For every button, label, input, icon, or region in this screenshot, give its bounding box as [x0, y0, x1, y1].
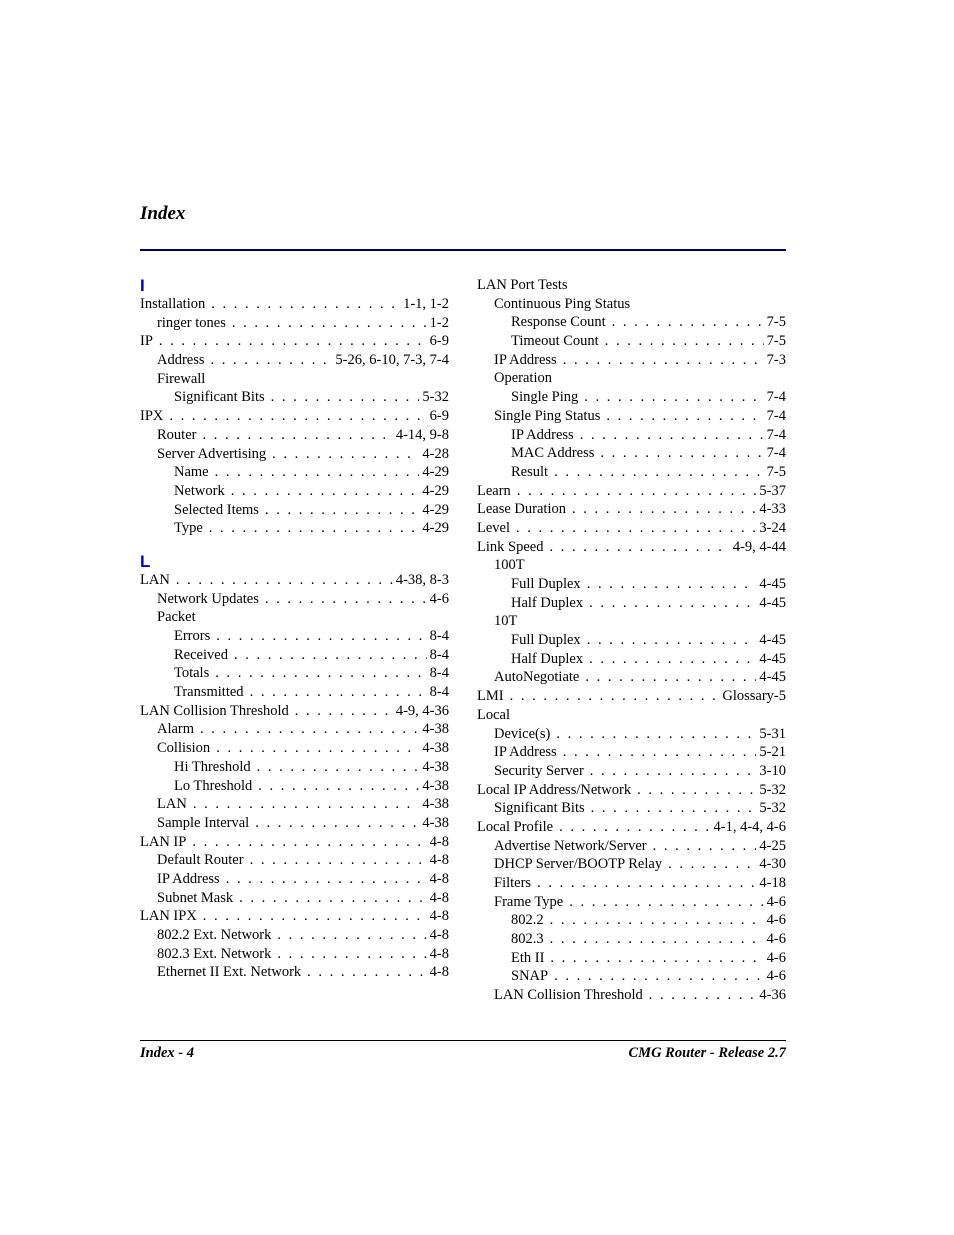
- index-entry: [140, 501, 449, 520]
- index-page-reference[interactable]: 4-45: [759, 650, 786, 667]
- index-term: ringer tones: [157, 314, 226, 331]
- index-term: LAN: [157, 796, 187, 813]
- index-page-reference[interactable]: 4-45: [759, 594, 786, 611]
- index-entry: [140, 407, 449, 426]
- dot-leader: [550, 911, 764, 930]
- index-term: IP Address: [157, 870, 220, 887]
- index-entry: [477, 781, 786, 800]
- index-term: Installation: [140, 296, 206, 312]
- index-term: Continuous Ping Status: [494, 295, 631, 312]
- index-page-reference[interactable]: 4-8: [429, 870, 449, 887]
- dot-leader: [569, 893, 763, 912]
- dot-leader: [510, 687, 720, 706]
- index-page-reference[interactable]: 4-8: [429, 927, 449, 943]
- dot-leader: [203, 907, 427, 926]
- dot-leader: [550, 930, 764, 949]
- index-entry: [140, 963, 449, 982]
- index-term: Router: [157, 426, 197, 443]
- index-entry: [477, 500, 786, 519]
- index-page-reference[interactable]: 4-14, 9-8: [395, 426, 449, 443]
- index-entry: [140, 314, 449, 333]
- index-entry: [477, 295, 786, 314]
- dot-leader: [591, 799, 757, 818]
- index-page-reference[interactable]: 8-4: [429, 628, 449, 644]
- index-term: Lease Duration: [477, 501, 566, 518]
- dot-leader: [159, 332, 427, 351]
- index-term: Full Duplex: [511, 576, 581, 592]
- dot-leader: [559, 818, 710, 837]
- index-entry: [477, 986, 786, 1005]
- index-entry: [140, 720, 449, 739]
- index-page-reference[interactable]: 8-4: [429, 684, 449, 701]
- index-column-left: [140, 276, 449, 982]
- dot-leader: [563, 743, 757, 762]
- dot-leader: [295, 702, 393, 721]
- index-entry: [140, 519, 449, 538]
- index-entry: [477, 276, 786, 295]
- index-term: Network: [174, 482, 225, 499]
- dot-leader: [612, 313, 764, 332]
- index-term: Selected Items: [174, 501, 259, 518]
- index-term: Collision: [157, 740, 211, 757]
- dot-leader: [606, 407, 763, 426]
- index-entry: [477, 482, 786, 501]
- index-page-reference[interactable]: 7-4: [766, 445, 786, 462]
- index-entry: [477, 799, 786, 818]
- index-entry: [477, 351, 786, 370]
- index-page-reference[interactable]: 7-4: [766, 407, 786, 424]
- index-page-reference[interactable]: 4-8: [429, 945, 449, 962]
- dot-leader: [250, 851, 427, 870]
- index-page-reference[interactable]: 4-8: [429, 833, 449, 850]
- index-entry: [477, 930, 786, 949]
- index-letter-heading: I: [140, 276, 145, 295]
- dot-leader: [550, 949, 763, 968]
- index-page-reference[interactable]: 1-1, 1-2: [403, 296, 449, 312]
- index-page-reference[interactable]: 7-5: [766, 333, 786, 350]
- index-entry: [140, 702, 449, 721]
- index-entry: [477, 818, 786, 837]
- index-term: 802.3: [511, 931, 544, 948]
- dot-leader: [537, 874, 756, 893]
- index-term: Local Profile: [477, 818, 554, 835]
- index-page-reference[interactable]: 5-32: [759, 800, 786, 817]
- dot-leader: [587, 575, 757, 594]
- index-term: LAN Collision Threshold: [140, 702, 289, 719]
- index-page-reference[interactable]: 4-8: [429, 852, 449, 869]
- dot-leader: [600, 444, 763, 463]
- index-entry: [140, 426, 449, 445]
- index-page-reference[interactable]: 4-1, 4-4, 4-6: [713, 818, 786, 835]
- index-entry: [477, 725, 786, 744]
- index-page-reference[interactable]: 4-18: [759, 875, 786, 891]
- index-page-reference[interactable]: 4-8: [429, 964, 449, 981]
- index-entry: [140, 870, 449, 889]
- index-entry: [140, 758, 449, 777]
- dot-leader: [226, 870, 427, 889]
- index-term: Sample Interval: [157, 814, 250, 831]
- footer-divider: [140, 1040, 786, 1041]
- index-term: LAN Collision Threshold: [494, 987, 643, 1004]
- index-entry: [140, 889, 449, 908]
- index-entry: [477, 463, 786, 482]
- index-page-reference[interactable]: 4-36: [759, 987, 786, 1004]
- dot-leader: [265, 501, 419, 520]
- dot-leader: [216, 739, 419, 758]
- header-divider: [140, 249, 786, 251]
- dot-leader: [250, 683, 427, 702]
- index-term: Timeout Count: [511, 333, 599, 350]
- dot-leader: [277, 926, 426, 945]
- index-page-reference[interactable]: 4-29: [422, 501, 449, 518]
- index-page-reference[interactable]: 5-32: [759, 781, 786, 798]
- index-page-reference[interactable]: 4-8: [429, 889, 449, 906]
- index-entry: [477, 332, 786, 351]
- index-entry: [140, 571, 449, 590]
- index-page-reference[interactable]: 6-9: [429, 333, 449, 350]
- index-page-reference[interactable]: 4-6: [766, 949, 786, 966]
- index-entry: [140, 332, 449, 351]
- index-term: Result: [511, 463, 549, 480]
- dot-leader: [257, 758, 420, 777]
- index-term: 10T: [494, 613, 518, 630]
- index-page-reference[interactable]: 4-29: [422, 464, 449, 481]
- index-page-reference[interactable]: 4-6: [429, 590, 449, 607]
- index-term: LAN IPX: [140, 908, 197, 925]
- index-term: Name: [174, 464, 209, 481]
- dot-leader: [232, 314, 427, 333]
- index-term: Type: [174, 520, 203, 537]
- index-page-reference[interactable]: 7-3: [766, 351, 786, 368]
- dot-leader: [590, 762, 757, 781]
- index-term: Local IP Address/Network: [477, 781, 632, 798]
- index-term: Server Advertising: [157, 445, 267, 462]
- index-term: Learn: [477, 482, 511, 499]
- index-page-reference[interactable]: 4-6: [766, 893, 786, 910]
- index-page-reference[interactable]: 4-9, 4-36: [395, 702, 449, 719]
- index-term: Full Duplex: [511, 632, 581, 649]
- page-title: Index: [140, 203, 186, 224]
- dot-leader: [176, 571, 393, 590]
- index-entry: [477, 911, 786, 930]
- index-entry: [477, 706, 786, 725]
- index-entry: [477, 444, 786, 463]
- index-page-reference[interactable]: 7-5: [766, 463, 786, 480]
- index-term: 100T: [494, 557, 525, 574]
- dot-leader: [265, 590, 427, 609]
- index-page-reference[interactable]: 8-4: [429, 646, 449, 663]
- index-entry: [477, 594, 786, 613]
- index-page-reference[interactable]: 4-45: [759, 632, 786, 649]
- dot-leader: [563, 351, 764, 370]
- index-entry: [140, 445, 449, 464]
- index-term: IP Address: [494, 351, 557, 368]
- index-entry: [477, 874, 786, 893]
- index-term: Ethernet II Ext. Network: [157, 964, 302, 981]
- index-term: Firewall: [157, 370, 206, 387]
- index-entry: [140, 627, 449, 646]
- dot-leader: [215, 664, 426, 683]
- index-entry: [140, 608, 449, 627]
- index-term: IP Address: [494, 744, 557, 761]
- index-page-reference[interactable]: 3-24: [759, 519, 786, 536]
- dot-leader: [587, 631, 757, 650]
- dot-leader: [580, 426, 764, 445]
- index-term: Received: [174, 646, 228, 663]
- index-entry: [140, 851, 449, 870]
- index-entry: [140, 739, 449, 758]
- index-entry: [477, 631, 786, 650]
- dot-leader: [258, 777, 419, 796]
- index-term: Response Count: [511, 314, 606, 331]
- dot-leader: [584, 388, 763, 407]
- dot-leader: [668, 855, 756, 874]
- index-term: Frame Type: [494, 893, 564, 910]
- index-page-reference[interactable]: 4-38: [422, 796, 449, 813]
- index-letter-heading: L: [140, 551, 151, 571]
- index-term: Network Updates: [157, 590, 259, 607]
- index-term: IPX: [140, 408, 164, 425]
- index-entry: [477, 369, 786, 388]
- dot-leader: [200, 720, 419, 739]
- index-term: Single Ping Status: [494, 407, 601, 424]
- index-page-reference[interactable]: 4-6: [766, 968, 786, 985]
- dot-leader: [211, 351, 333, 370]
- dot-leader: [554, 463, 764, 482]
- index-entry: [477, 407, 786, 426]
- index-entry: [477, 538, 786, 557]
- index-entry: [477, 575, 786, 594]
- index-term: Half Duplex: [511, 650, 584, 667]
- index-term: Filters: [494, 875, 532, 891]
- index-entry: [140, 683, 449, 702]
- index-page-reference[interactable]: 7-5: [766, 314, 786, 331]
- dot-leader: [572, 500, 756, 519]
- index-term: Advertise Network/Server: [494, 837, 647, 854]
- section-gap: [140, 538, 449, 552]
- index-term: DHCP Server/BOOTP Relay: [494, 856, 663, 873]
- index-entry: [477, 967, 786, 986]
- index-term: Significant Bits: [174, 389, 265, 406]
- index-page-reference[interactable]: 4-6: [766, 931, 786, 948]
- index-entry: [477, 388, 786, 407]
- index-page-reference[interactable]: 4-9, 4-44: [732, 538, 786, 555]
- dot-leader: [202, 426, 392, 445]
- index-entry: [477, 668, 786, 687]
- index-entry: [477, 556, 786, 575]
- index-term: Eth II: [511, 949, 545, 966]
- dot-leader: [231, 482, 420, 501]
- index-term: LAN: [140, 571, 170, 588]
- dot-leader: [239, 889, 427, 908]
- index-page-reference[interactable]: 4-45: [759, 669, 786, 686]
- index-page-reference[interactable]: 5-21: [759, 744, 786, 761]
- index-entry: [477, 313, 786, 332]
- dot-leader: [554, 967, 764, 986]
- index-page-reference[interactable]: 7-4: [766, 426, 786, 443]
- dot-leader: [649, 986, 757, 1005]
- index-page-reference[interactable]: 4-25: [759, 837, 786, 854]
- index-term: Link Speed: [477, 538, 544, 555]
- index-term: 802.2 Ext. Network: [157, 927, 272, 943]
- index-entry: [140, 351, 449, 370]
- index-page-reference[interactable]: 4-38, 8-3: [395, 571, 449, 588]
- footer-document-title: CMG Router - Release 2.7: [628, 1045, 786, 1061]
- index-page-reference[interactable]: 4-38: [422, 758, 449, 775]
- index-term: LAN IP: [140, 833, 187, 850]
- dot-leader: [271, 388, 420, 407]
- dot-leader: [272, 445, 419, 464]
- index-page-reference[interactable]: Glossary-5: [722, 688, 786, 705]
- index-entry: [140, 926, 449, 945]
- index-page-reference[interactable]: 4-45: [759, 576, 786, 592]
- index-term: Default Router: [157, 852, 244, 869]
- index-page-reference[interactable]: 3-10: [759, 762, 786, 779]
- index-entry: [140, 370, 449, 389]
- dot-leader: [516, 519, 756, 538]
- dot-leader: [556, 725, 756, 744]
- index-page-reference[interactable]: 4-38: [422, 721, 449, 738]
- dot-leader: [589, 650, 756, 669]
- index-page-reference[interactable]: 6-9: [429, 408, 449, 425]
- index-entry: [477, 893, 786, 912]
- index-entry: [140, 664, 449, 683]
- index-entry: [477, 612, 786, 631]
- index-term: Device(s): [494, 725, 551, 742]
- index-term: Operation: [494, 370, 552, 387]
- index-entry: [140, 482, 449, 501]
- dot-leader: [517, 482, 757, 501]
- index-term: Single Ping: [511, 389, 579, 406]
- dot-leader: [215, 463, 420, 482]
- index-term: LMI: [477, 688, 504, 705]
- index-entry: [477, 687, 786, 706]
- index-page-reference[interactable]: 8-4: [429, 665, 449, 682]
- index-entry: [140, 795, 449, 814]
- index-entry: [140, 463, 449, 482]
- index-term: Alarm: [157, 721, 195, 738]
- dot-leader: [277, 945, 426, 964]
- index-entry: [140, 945, 449, 964]
- index-page-reference[interactable]: 4-38: [422, 740, 449, 757]
- index-term: SNAP: [511, 968, 549, 985]
- index-entry: [477, 837, 786, 856]
- dot-leader: [605, 332, 764, 351]
- index-term: LAN Port Tests: [477, 277, 568, 293]
- index-page-reference[interactable]: 1-2: [429, 314, 449, 331]
- index-term: Subnet Mask: [157, 889, 234, 906]
- dot-leader: [307, 963, 427, 982]
- index-entry: [140, 646, 449, 665]
- dot-leader: [209, 519, 420, 538]
- index-entry: [477, 762, 786, 781]
- index-page-reference[interactable]: 4-28: [422, 445, 449, 462]
- index-entry: [140, 833, 449, 852]
- index-entry: [140, 814, 449, 833]
- index-entry: [140, 777, 449, 796]
- index-entry: [140, 388, 449, 407]
- index-term: Totals: [174, 665, 210, 682]
- index-page-reference[interactable]: 4-6: [766, 912, 786, 929]
- index-page-reference[interactable]: 5-26, 6-10, 7-3, 7-4: [335, 352, 449, 369]
- index-term: 802.2: [511, 912, 544, 929]
- index-term: Significant Bits: [494, 800, 585, 817]
- index-term: Local: [477, 706, 511, 723]
- index-page-reference[interactable]: 7-4: [766, 389, 786, 406]
- index-term: MAC Address: [511, 445, 595, 462]
- index-term: AutoNegotiate: [494, 669, 580, 686]
- dot-leader: [193, 795, 420, 814]
- dot-leader: [211, 295, 400, 314]
- index-page-reference[interactable]: 4-33: [759, 501, 786, 518]
- index-entry: [140, 295, 449, 314]
- index-entry: [477, 426, 786, 445]
- index-term: Errors: [174, 628, 211, 644]
- index-term: 802.3 Ext. Network: [157, 945, 272, 962]
- index-page-reference[interactable]: 4-29: [422, 482, 449, 499]
- index-term: Address: [157, 352, 205, 369]
- dot-leader: [589, 594, 756, 613]
- index-term: IP Address: [511, 426, 574, 443]
- index-page-reference[interactable]: 5-31: [759, 725, 786, 742]
- index-term: Level: [477, 519, 511, 536]
- index-page-reference[interactable]: 4-30: [759, 856, 786, 873]
- index-term: Half Duplex: [511, 594, 584, 611]
- index-term: Lo Threshold: [174, 777, 253, 794]
- index-page-reference[interactable]: 4-29: [422, 520, 449, 537]
- index-term: Packet: [157, 609, 196, 626]
- index-entry: [140, 590, 449, 609]
- footer-page-label: Index - 4: [140, 1045, 194, 1061]
- index-page-reference[interactable]: 4-8: [429, 908, 449, 925]
- dot-leader: [192, 833, 426, 852]
- index-page-reference[interactable]: 4-38: [422, 777, 449, 794]
- index-term: Transmitted: [174, 684, 244, 701]
- index-term: Security Server: [494, 762, 584, 779]
- dot-leader: [255, 814, 419, 833]
- index-column-right: [477, 276, 786, 1005]
- index-entry: [477, 949, 786, 968]
- dot-leader: [585, 668, 756, 687]
- index-entry: [140, 907, 449, 926]
- index-entry: [477, 519, 786, 538]
- index-page-reference[interactable]: 5-37: [759, 482, 786, 499]
- index-page-reference[interactable]: 4-38: [422, 814, 449, 831]
- index-entry: [477, 743, 786, 762]
- index-page-reference[interactable]: 5-32: [422, 389, 449, 406]
- dot-leader: [549, 538, 729, 557]
- index-term: IP: [140, 333, 153, 350]
- dot-leader: [637, 781, 756, 800]
- index-entry: [477, 855, 786, 874]
- dot-leader: [169, 407, 426, 426]
- index-term: Hi Threshold: [174, 758, 251, 775]
- dot-leader: [216, 627, 426, 646]
- index-entry: [477, 650, 786, 669]
- dot-leader: [653, 837, 757, 856]
- dot-leader: [234, 646, 427, 665]
